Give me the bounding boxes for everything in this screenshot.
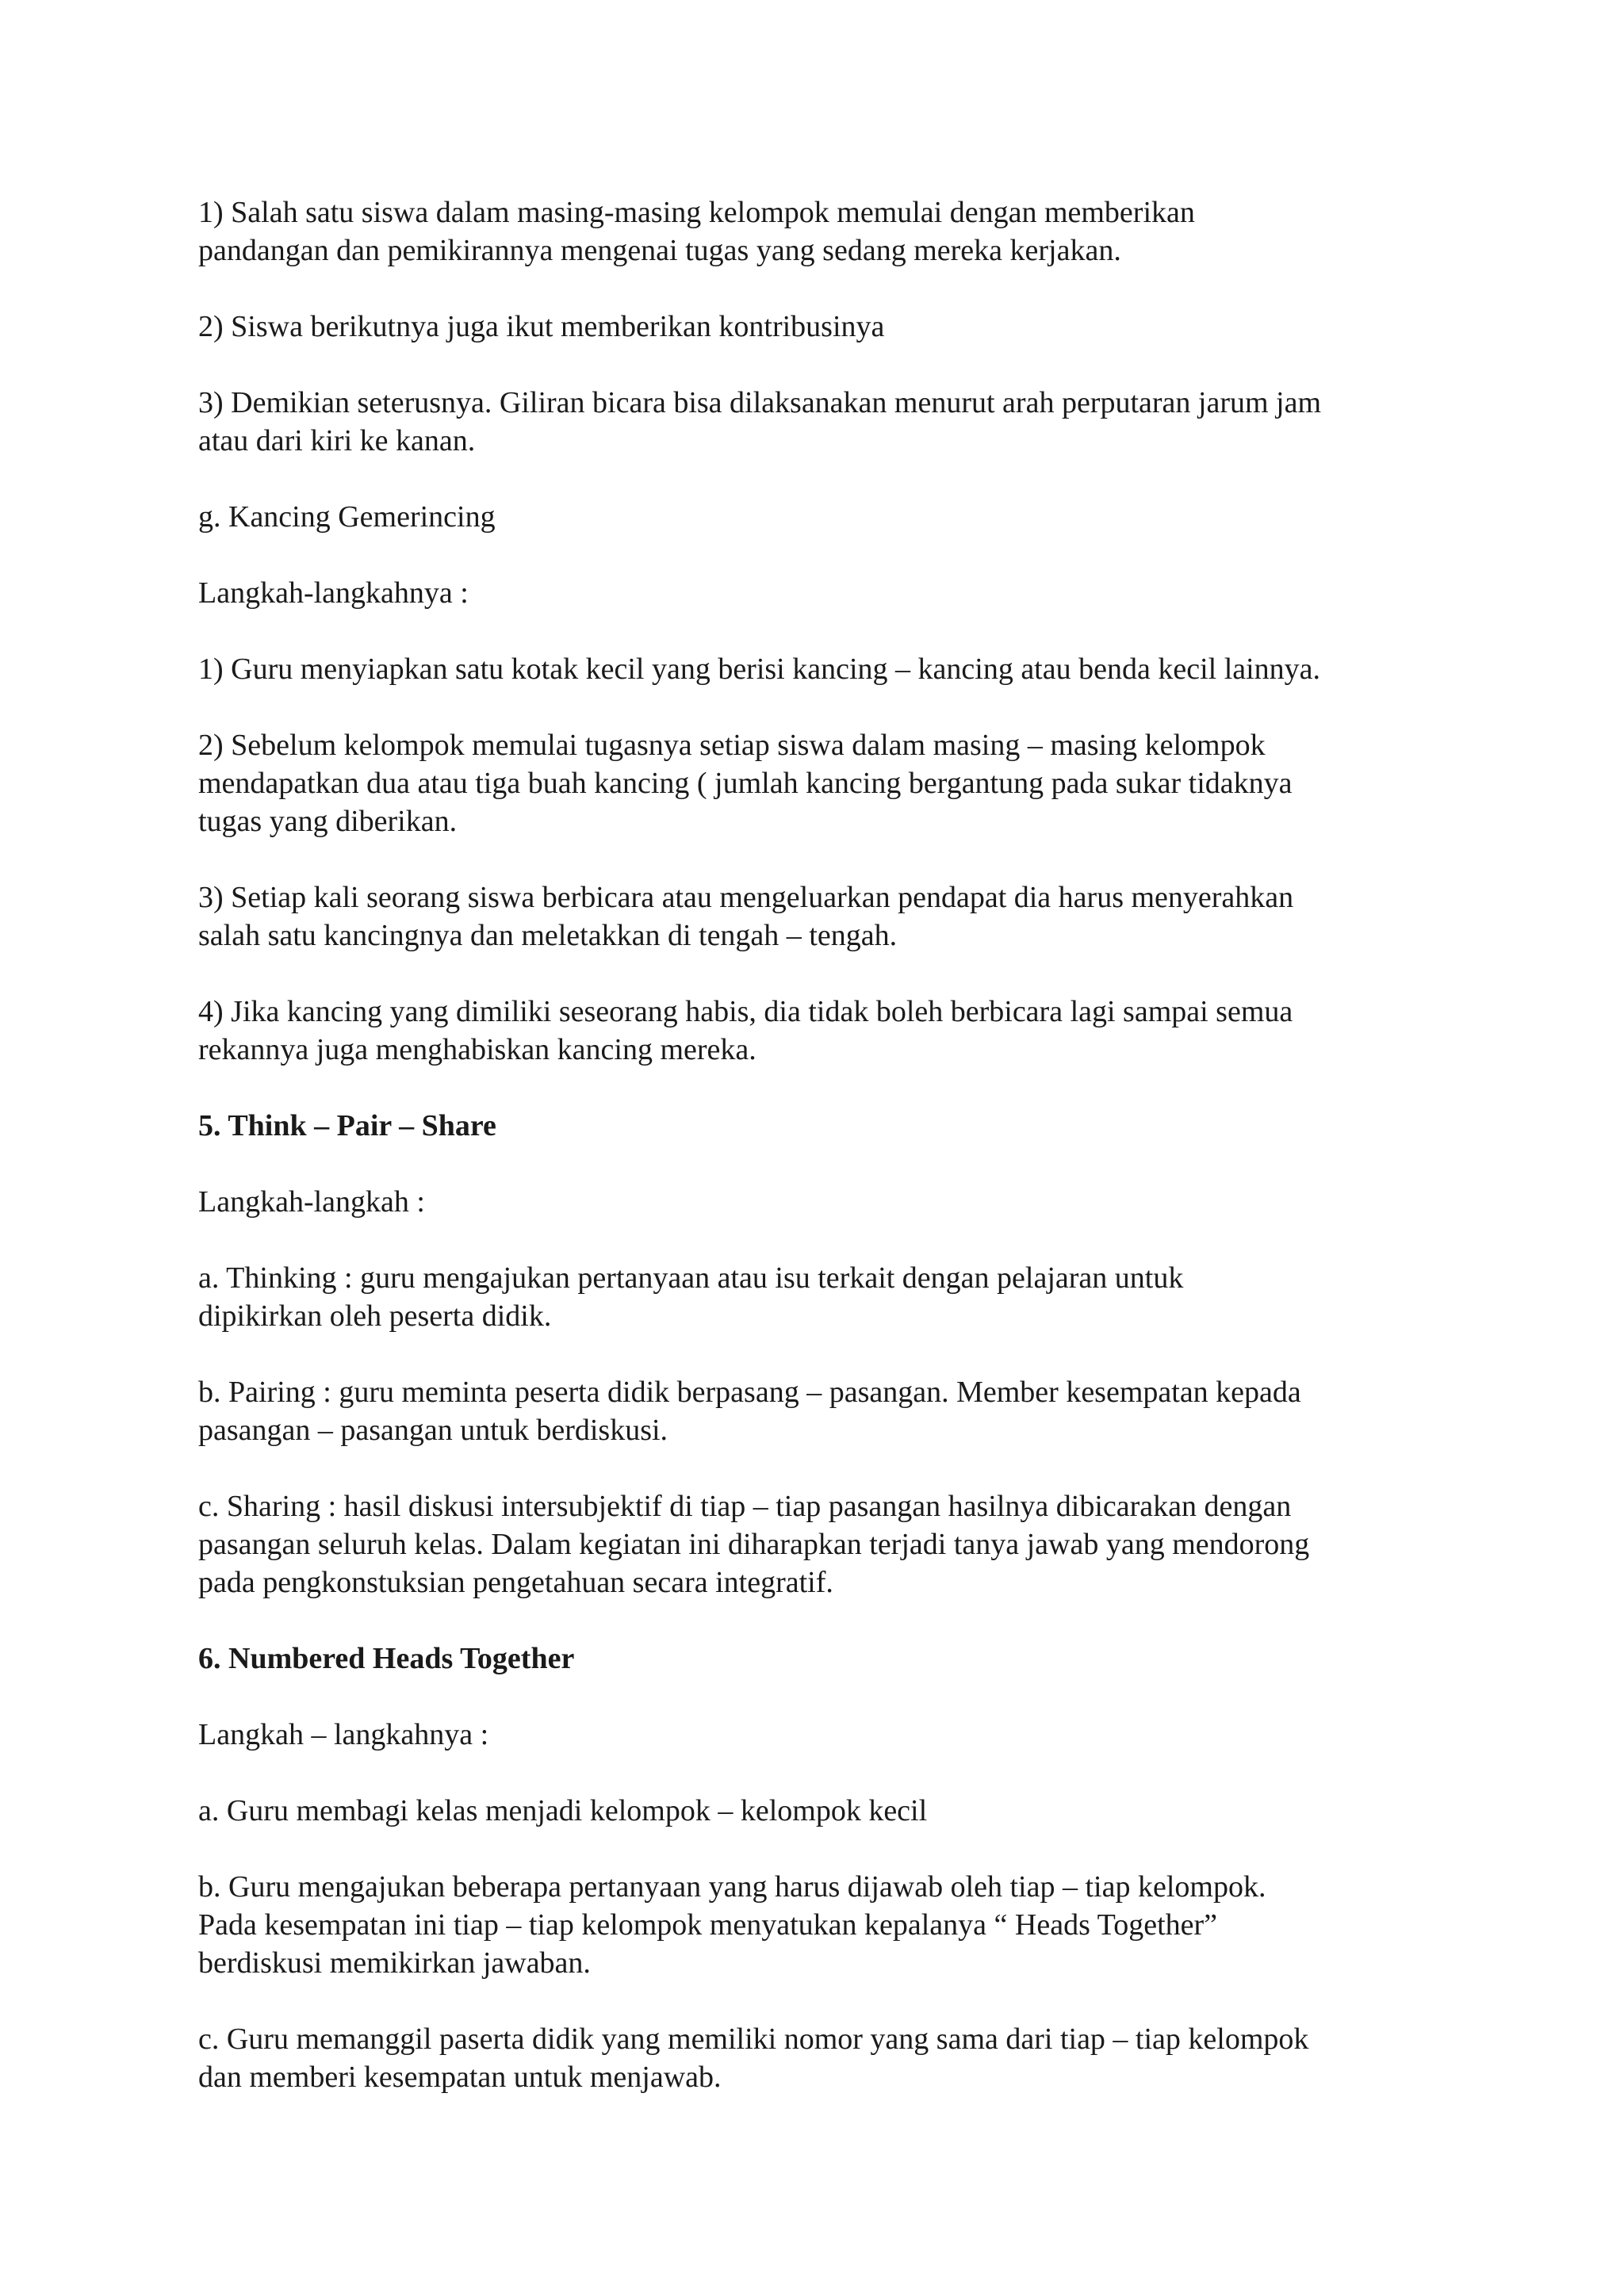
subheading-kancing-gemerincing: g. Kancing Gemerincing: [198, 500, 496, 534]
paragraph-kancing-step-4: 4) Jika kancing yang dimiliki seseorang habis, dia tidak boleh berbicara lagi sampai semua rekannya juga menghabiskan kancing mereka.: [198, 995, 1293, 1066]
paragraph-nht-step-a: a. Guru membagi kelas menjadi kelompok – kelompok kecil: [198, 1794, 928, 1827]
paragraph-pairing: b. Pairing : guru meminta peserta didik berpasang – pasangan. Member kesempatan kepada pasangan – pasangan untuk berdiskusi.: [198, 1376, 1301, 1447]
paragraph-sharing: c. Sharing : hasil diskusi intersubjektif di tiap – tiap pasangan hasilnya dibicarakan dengan pasangan seluruh kelas. Dalam kegiatan ini diharapkan terjadi tanya jawab yang mendorong pada pengkonstuksian pengetahuan secara integratif.: [198, 1490, 1310, 1599]
paragraph-nht-step-c: c. Guru memanggil paserta didik yang memiliki nomor yang sama dari tiap – tiap kelompok dan memberi kesempatan untuk menjawab.: [198, 2022, 1309, 2094]
paragraph-step-3: 3) Demikian seterusnya. Giliran bicara bisa dilaksanakan menurut arah perputaran jarum jam atau dari kiri ke kanan.: [198, 386, 1322, 457]
document-body: [198, 193, 1451, 2134]
paragraph-step-2: 2) Siswa berikutnya juga ikut memberikan kontribusinya: [198, 310, 885, 343]
paragraph-kancing-step-3: 3) Setiap kali seorang siswa berbicara atau mengeluarkan pendapat dia harus menyerahkan salah satu kancingnya dan meletakkan di tengah – tengah.: [198, 881, 1294, 952]
paragraph-thinking: a. Thinking : guru mengajukan pertanyaan atau isu terkait dengan pelajaran untuk dipikirkan oleh peserta didik.: [198, 1261, 1184, 1333]
steps-label: Langkah – langkahnya :: [198, 1718, 489, 1751]
section-heading-numbered-heads-together: 6. Numbered Heads Together: [198, 1642, 575, 1675]
steps-label: Langkah-langkah :: [198, 1185, 425, 1219]
paragraph-nht-step-b: b. Guru mengajukan beberapa pertanyaan yang harus dijawab oleh tiap – tiap kelompok. Pada kesempatan ini tiap – tiap kelompok menyatukan kepalanya “ Heads Together” berdiskusi memikirkan jawaban.: [198, 1870, 1266, 1980]
steps-label: Langkah-langkahnya :: [198, 576, 469, 610]
paragraph-kancing-step-2: 2) Sebelum kelompok memulai tugasnya setiap siswa dalam masing – masing kelompok mendapatkan dua atau tiga buah kancing ( jumlah kancing bergantung pada sukar tidaknya tugas yang diberikan.: [198, 729, 1293, 838]
paragraph-step-1: 1) Salah satu siswa dalam masing-masing kelompok memulai dengan memberikan pandangan dan pemikirannya mengenai tugas yang sedang mereka kerjakan.: [198, 196, 1195, 267]
paragraph-kancing-step-1: 1) Guru menyiapkan satu kotak kecil yang berisi kancing – kancing atau benda kecil lainnya.: [198, 652, 1321, 686]
section-heading-think-pair-share: 5. Think – Pair – Share: [198, 1109, 496, 1142]
